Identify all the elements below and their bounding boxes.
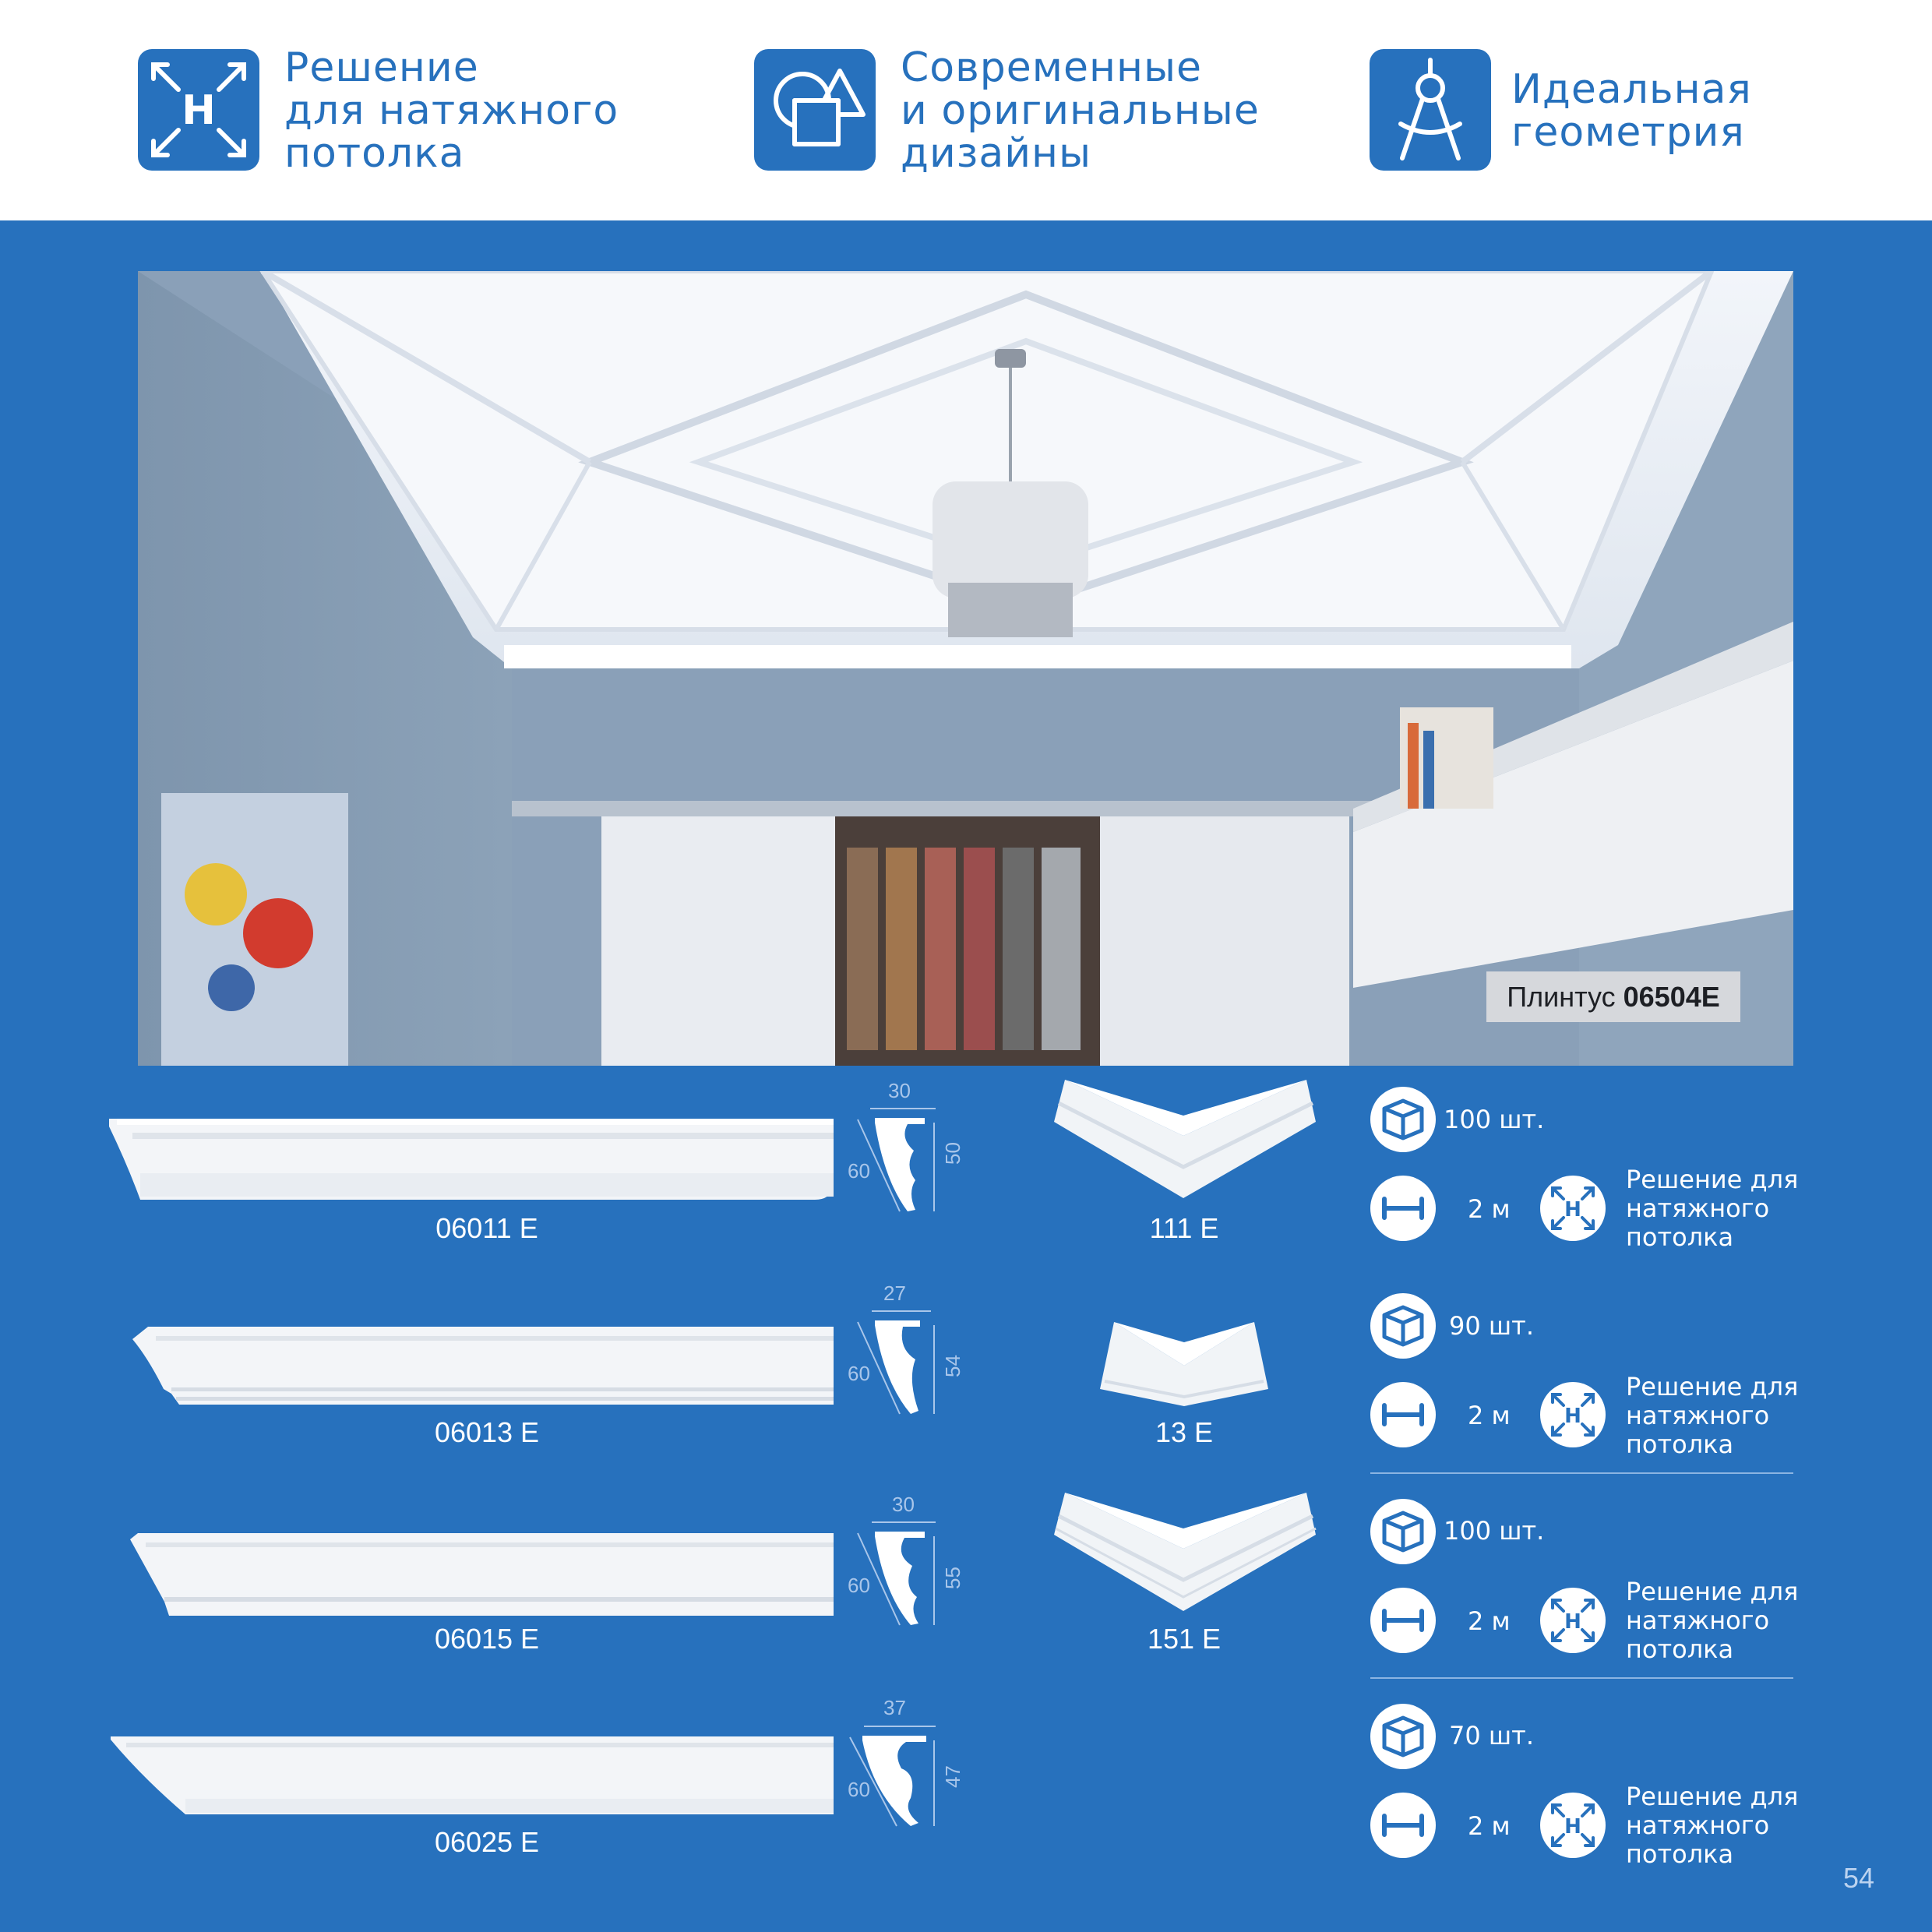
package-box-icon <box>1370 1499 1436 1564</box>
dim-top: 27 <box>883 1282 906 1305</box>
molding-profile-06013 <box>132 1327 837 1416</box>
length-value: 2 м <box>1468 1811 1511 1841</box>
svg-text:H: H <box>1564 1815 1581 1839</box>
length-value: 2 м <box>1468 1606 1511 1636</box>
package-box-icon <box>1370 1293 1436 1359</box>
product-code: 06013 E <box>434 1416 540 1448</box>
product-code: 06011 E <box>435 1212 538 1244</box>
interior-photo <box>138 271 1793 1066</box>
feature-note-line: Решение для <box>1626 1577 1799 1606</box>
corner-code: 13 E <box>1155 1416 1214 1448</box>
feature-stretch-ceiling <box>284 44 619 177</box>
feature-line: для натяжного <box>284 87 619 134</box>
product-code: 06015 E <box>434 1623 540 1655</box>
feature-note-line: Решение для <box>1626 1165 1799 1194</box>
feature-line: и оригинальные <box>901 87 1260 134</box>
dim-height: 54 <box>941 1355 964 1377</box>
stretch-ceiling-icon <box>1540 1382 1606 1447</box>
corner-element-111e <box>1049 1075 1322 1207</box>
svg-text:H: H <box>1564 1198 1581 1222</box>
feature-note-line: потолка <box>1626 1222 1734 1252</box>
dim-height: 50 <box>941 1142 964 1165</box>
length-value: 2 м <box>1468 1194 1511 1224</box>
package-box-icon <box>1370 1087 1436 1152</box>
pack-quantity: 70 шт. <box>1449 1721 1534 1750</box>
photo-caption <box>1486 971 1740 1022</box>
length-ruler-icon <box>1370 1793 1436 1858</box>
length-ruler-icon <box>1370 1588 1436 1653</box>
product-code: 06025 E <box>434 1826 540 1858</box>
feature-line: Современные <box>901 44 1203 91</box>
feature-note-line: натяжного <box>1626 1401 1770 1430</box>
length-value: 2 м <box>1468 1401 1511 1430</box>
dim-diagonal: 60 <box>848 1362 870 1385</box>
page-number: 54 <box>1843 1862 1875 1894</box>
stretch-ceiling-icon <box>1540 1176 1606 1241</box>
feature-note-line: Решение для <box>1626 1782 1799 1811</box>
feature-note <box>1626 1782 1798 1869</box>
section-drawing-06011 <box>853 1102 947 1222</box>
section-drawing-06013 <box>853 1305 947 1425</box>
dim-top: 37 <box>883 1696 906 1719</box>
header <box>0 0 1932 220</box>
dim-diagonal: 60 <box>848 1574 870 1597</box>
stretch-ceiling-icon <box>138 49 259 171</box>
feature-note-line: потолка <box>1626 1839 1734 1869</box>
corner-element-13e <box>1098 1319 1270 1416</box>
section-drawing-06015 <box>853 1516 947 1636</box>
pack-quantity: 90 шт. <box>1449 1311 1534 1341</box>
molding-profile-06011 <box>109 1119 837 1208</box>
feature-line: потолка <box>284 130 465 177</box>
feature-note <box>1626 1373 1798 1459</box>
dim-top: 30 <box>892 1493 915 1516</box>
length-ruler-icon <box>1370 1382 1436 1447</box>
svg-text:H: H <box>1564 1405 1581 1428</box>
molding-profile-06015 <box>130 1533 837 1624</box>
corner-element-151e <box>1049 1488 1322 1620</box>
feature-modern-designs <box>901 44 1260 177</box>
feature-note-line: натяжного <box>1626 1606 1770 1635</box>
feature-note-line: натяжного <box>1626 1193 1770 1223</box>
pack-quantity: 100 шт. <box>1444 1516 1545 1546</box>
molding-profile-06025 <box>111 1733 837 1822</box>
dim-height: 47 <box>941 1765 964 1788</box>
feature-line: дизайны <box>901 130 1092 177</box>
caption-prefix: Плинтус <box>1507 981 1616 1013</box>
shapes-design-icon <box>754 49 876 171</box>
svg-text:H: H <box>182 87 216 134</box>
dim-diagonal: 60 <box>848 1159 870 1183</box>
feature-note <box>1626 1578 1798 1664</box>
pack-quantity: 100 шт. <box>1444 1105 1545 1134</box>
feature-note-line: натяжного <box>1626 1810 1770 1840</box>
feature-ideal-geometry <box>1511 66 1752 156</box>
section-drawing-06025 <box>845 1720 947 1840</box>
length-ruler-icon <box>1370 1176 1436 1241</box>
feature-line: Решение <box>284 44 479 91</box>
stretch-ceiling-icon <box>1540 1793 1606 1858</box>
feature-note-line: потолка <box>1626 1430 1734 1459</box>
corner-code: 111 E <box>1149 1212 1219 1244</box>
dim-top: 30 <box>888 1079 911 1102</box>
row-divider <box>1370 1677 1793 1679</box>
feature-line: геометрия <box>1511 109 1745 156</box>
dim-diagonal: 60 <box>848 1778 870 1801</box>
svg-text:H: H <box>1564 1610 1581 1634</box>
feature-note <box>1626 1165 1798 1252</box>
compass-geometry-icon <box>1370 49 1491 171</box>
dim-height: 55 <box>941 1567 964 1589</box>
feature-line: Идеальная <box>1511 66 1752 113</box>
feature-note-line: потолка <box>1626 1634 1734 1664</box>
row-divider <box>1370 1472 1793 1474</box>
corner-code: 151 E <box>1147 1623 1222 1655</box>
package-box-icon <box>1370 1704 1436 1769</box>
caption-code: 06504E <box>1623 981 1720 1013</box>
feature-note-line: Решение для <box>1626 1372 1799 1401</box>
stretch-ceiling-icon <box>1540 1588 1606 1653</box>
